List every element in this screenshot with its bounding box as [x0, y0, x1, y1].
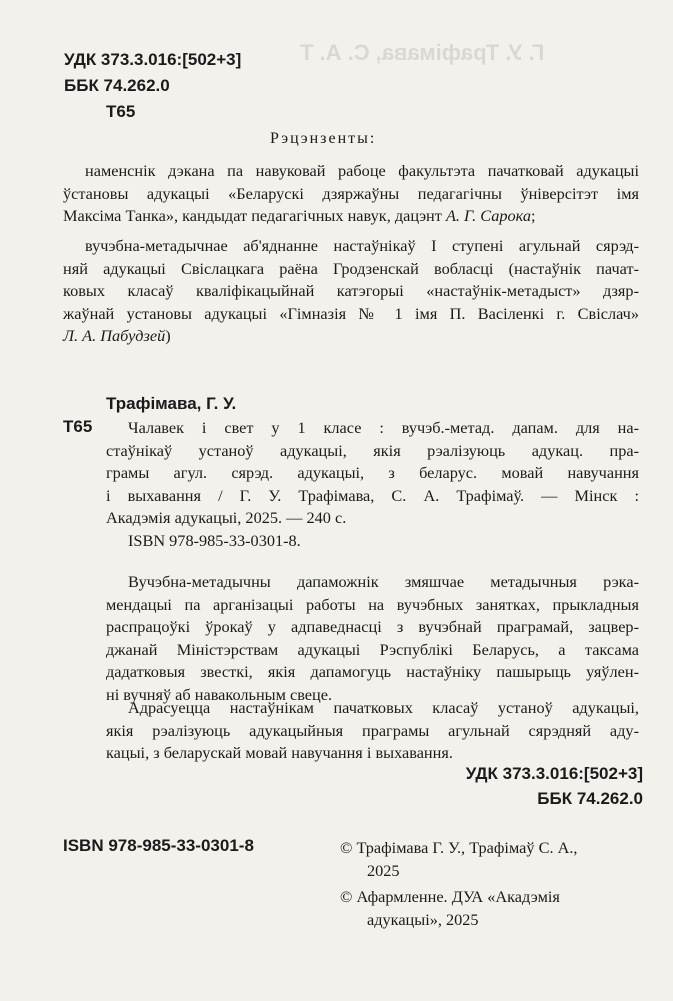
copyright-authors [340, 836, 577, 882]
reviewers-title: Рэцэнзенты: [270, 130, 377, 147]
reviewer-1-line [63, 205, 639, 228]
copyright-authors-line2: 2025 [367, 861, 400, 880]
udk-code: УДК 373.3.016:[502+3] [64, 50, 242, 69]
reviewer-1-name: А. Г. Сарока [445, 206, 531, 226]
catalog-description [106, 417, 639, 530]
footer-isbn: ISBN 978-985-33-0301-8 [63, 836, 254, 855]
reviewer-1-text: Максіма Танка», кандыдат педагагічных навук, дацэнт [63, 206, 442, 226]
reviewer-2-line [63, 325, 639, 348]
catalog-line: стаўнікаў устаноў адукацыі, якія рэалізуюць адукац. пра- [106, 440, 639, 460]
catalog-line: грамы агул. сярэд. адукацыі, з беларус. мовай навучання [106, 463, 639, 483]
annotation-line: распрацоўкі ўрокаў у адпаведнасці з вучэбнай праграмай, зацвер- [106, 617, 639, 637]
annotation-paragraph-1 [106, 571, 639, 707]
reviewer-2-line: жаўнай установы адукацыі «Гімназія № 1 імя П. Васіленкі г. Свіслач» [63, 303, 639, 323]
reviewer-1-line: наменснік дэкана па навуковай рабоце факультэта пачатковай адукацыі [85, 161, 639, 180]
annotation-line: Адрасуецца настаўнікам пачатковых класаў устаноў адукацыі, [128, 698, 639, 717]
annotation-line: мендацыі па арганізацыі работы на вучэбных занятках, прыкладныя [106, 594, 639, 614]
annotation-line: ні вучняў аб навакольным свеце. [106, 684, 333, 704]
copyright-publisher [340, 885, 560, 931]
catalog-line: Чалавек і свет у 1 класе : вучэб.-метад. дапам. для на- [128, 418, 639, 437]
annotation-line: Вучэбна-метадычны дапаможнік змяшчае метадычныя рэка- [128, 572, 639, 591]
reviewer-2-line: няй адукацыі Свіслацкага раёна Гродзенскай вобласці (настаўнік пачат- [63, 258, 639, 278]
reviewer-1-end: ; [530, 206, 536, 226]
annotation-line: джанай Міністэрствам адукацыі Рэспублікі Беларусь, а таксама [106, 639, 639, 659]
reviewer-2-name: Л. А. Пабудзей [63, 326, 166, 346]
reviewer-1 [63, 160, 639, 228]
catalog-line: і выхавання / Г. У. Трафімава, С. А. Трафімаў. — Мінск : [106, 485, 639, 505]
copyright-authors-line1: © Трафімава Г. У., Трафімаў С. А., [340, 838, 578, 857]
catalog-code: Т65 [63, 417, 93, 436]
reviewer-2-line: ковых класаў кваліфікацыйнай катэгорыі «настаўнік-метадыст» дзяр- [63, 281, 639, 301]
catalog-isbn: ISBN 978-985-33-0301-8. [128, 531, 301, 550]
annotation-line: якія рэалізуюць адукацыйныя праграмы агульнай сярэдняй аду- [106, 720, 639, 740]
annotation-line: кацыі, з беларускай мовай навучання і выхавання. [106, 743, 453, 763]
reviewer-2-line: вучэбна-метадычнае аб'яднанне настаўнікаў I ступені агульнай сярэд- [85, 236, 639, 255]
reviewer-2-end: ) [165, 326, 171, 346]
annotation-paragraph-2 [106, 697, 639, 765]
author-mark: Т65 [106, 102, 136, 121]
bbk-code: ББК 74.262.0 [64, 76, 170, 95]
copyright-publisher-line2: адукацыі», 2025 [367, 910, 479, 929]
reviewer-1-line: ўстановы адукацыі «Беларускі дзяржаўны педагагічны ўніверсітэт імя [63, 183, 639, 203]
copyright-publisher-line1: © Афармленне. ДУА «Акадэмія [340, 887, 560, 906]
reviewer-2 [63, 235, 639, 348]
bleed-through-text: Г. У. Трафімава, С. А. Т [300, 40, 545, 65]
catalog-line: Акадэмія адукацыі, 2025. — 240 с. [106, 508, 347, 528]
annotation-line: дадатковыя звесткі, якія дапамогуць настаўніку пашырыць уяўлен- [106, 662, 639, 682]
footer-udk: УДК 373.3.016:[502+3] [465, 764, 643, 783]
footer-bbk: ББК 74.262.0 [537, 789, 643, 808]
catalog-author: Трафімава, Г. У. [106, 394, 237, 413]
